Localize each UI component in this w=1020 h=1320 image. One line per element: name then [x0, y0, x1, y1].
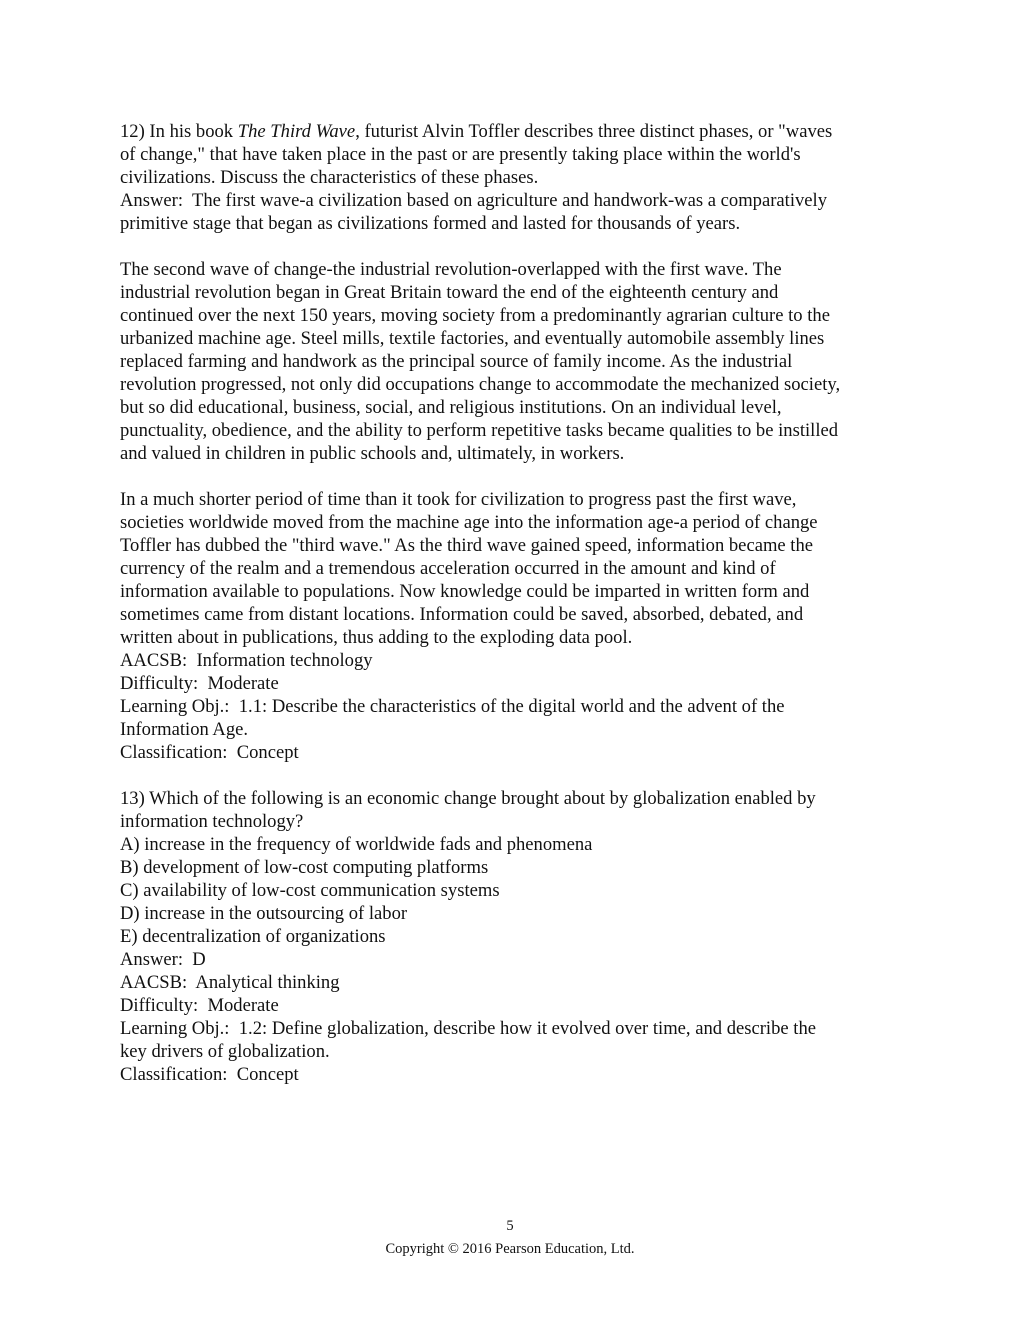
paragraph-line: but so did educational, business, social, and religious institutions. On an individual level,: [120, 397, 782, 418]
question-13: [120, 787, 910, 1086]
question-12: [120, 120, 910, 764]
paragraph-line: written about in publications, thus adding to the exploding data pool.: [120, 627, 633, 648]
learning-objective: Learning Obj.: 1.2: Define globalization, describe how it evolved over time, and describe the: [120, 1018, 817, 1039]
paragraph-line: punctuality, obedience, and the ability to perform repetitive tasks became qualities to be instilled: [120, 420, 839, 441]
paragraph-line: The second wave of change-the industrial revolution-overlapped with the first wave. The: [120, 259, 782, 280]
answer-option-b: B) development of low-cost computing platforms: [120, 857, 489, 878]
question-12-text-line: [120, 120, 910, 143]
document-body: [120, 120, 910, 1086]
answer-option-d: D) increase in the outsourcing of labor: [120, 903, 408, 924]
question-12-suffix: , futurist Alvin Toffler describes three distinct phases, or "waves: [355, 121, 833, 142]
paragraph-line: revolution progressed, not only did occupations change to accommodate the mechanized society,: [120, 374, 841, 395]
page-number: 5: [506, 1218, 514, 1234]
paragraph-line: and valued in children in public schools and, ultimately, in workers.: [120, 443, 625, 464]
classification-label: Classification: Concept: [120, 1064, 299, 1085]
difficulty-label: Difficulty: Moderate: [120, 673, 279, 694]
paragraph-gap: [120, 465, 910, 488]
paragraph-line: industrial revolution began in Great Britain toward the end of the eighteenth century and: [120, 282, 779, 303]
question-12-text-line: of change," that have taken place in the past or are presently taking place within the world's: [120, 144, 801, 165]
paragraph-line: Toffler has dubbed the "third wave." As the third wave gained speed, information became the: [120, 535, 814, 556]
paragraph-line: sometimes came from distant locations. Information could be saved, absorbed, debated, and: [120, 604, 804, 625]
learning-objective: Learning Obj.: 1.1: Describe the characteristics of the digital world and the advent of the: [120, 696, 785, 717]
classification-label: Classification: Concept: [120, 742, 299, 763]
answer-paragraph-third-wave: [120, 488, 910, 649]
paragraph-line: information available to populations. Now knowledge could be imparted in written form and: [120, 581, 810, 602]
paragraph-gap: [120, 235, 910, 258]
question-13-text-line: 13) Which of the following is an economic change brought about by globalization enabled by: [120, 788, 816, 809]
answer-line: primitive stage that began as civilizations formed and lasted for thousands of years.: [120, 213, 741, 234]
aacsb-label: AACSB: Analytical thinking: [120, 972, 340, 993]
answer-line: Answer: The first wave-a civilization based on agriculture and handwork-was a comparatively: [120, 190, 827, 211]
paragraph-line: replaced farming and handwork as the principal source of family income. As the industrial: [120, 351, 793, 372]
answer-option-c: C) availability of low-cost communication systems: [120, 880, 500, 901]
answer-paragraph-second-wave: [120, 258, 910, 465]
learning-objective: Information Age.: [120, 719, 249, 740]
paragraph-line: urbanized machine age. Steel mills, textile factories, and eventually automobile assembly lines: [120, 328, 825, 349]
answer-option-e: E) decentralization of organizations: [120, 926, 386, 947]
question-12-text-line: civilizations. Discuss the characteristics of these phases.: [120, 167, 539, 188]
question-gap: [120, 764, 910, 787]
question-13-text-line: information technology?: [120, 811, 304, 832]
book-title: The Third Wave: [237, 121, 356, 142]
paragraph-line: societies worldwide moved from the machine age into the information age-a period of change: [120, 512, 818, 533]
difficulty-label: Difficulty: Moderate: [120, 995, 279, 1016]
answer-line: Answer: D: [120, 949, 206, 970]
aacsb-label: AACSB: Information technology: [120, 650, 373, 671]
paragraph-line: In a much shorter period of time than it took for civilization to progress past the first wave,: [120, 489, 797, 510]
copyright-notice: Copyright © 2016 Pearson Education, Ltd.: [385, 1241, 635, 1257]
learning-objective: key drivers of globalization.: [120, 1041, 330, 1062]
question-12-prefix: 12) In his book: [120, 121, 238, 142]
paragraph-line: continued over the next 150 years, moving society from a predominantly agrarian culture to the: [120, 305, 830, 326]
answer-option-a: A) increase in the frequency of worldwide fads and phenomena: [120, 834, 593, 855]
paragraph-line: currency of the realm and a tremendous acceleration occurred in the amount and kind of: [120, 558, 776, 579]
